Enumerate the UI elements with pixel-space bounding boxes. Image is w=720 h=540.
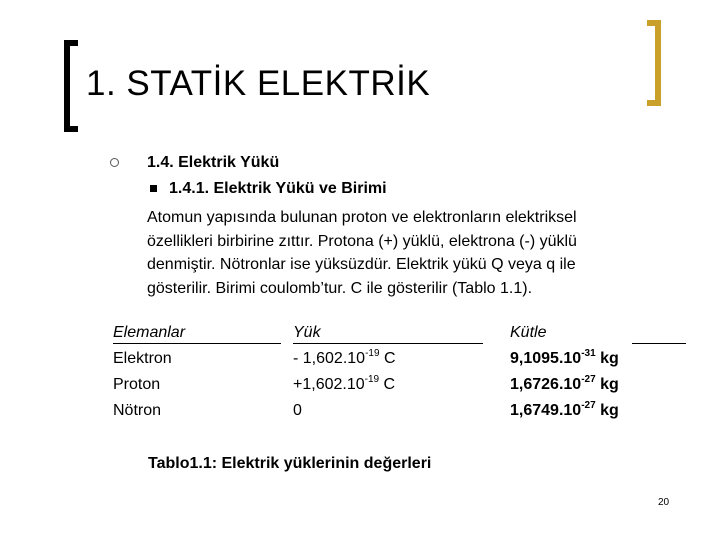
section-subheading: 1.4.1. Elektrik Yükü ve Birimi — [169, 180, 387, 197]
mass-unit: kg — [595, 376, 619, 393]
mass-base: 1,6726.10 — [510, 376, 582, 393]
body-paragraph — [147, 206, 667, 300]
header-underline — [293, 343, 483, 344]
charge-exponent: -19 — [365, 348, 380, 359]
table-cell-name: Nötron — [113, 402, 162, 419]
table-header-elemanlar: Elemanlar — [113, 324, 186, 341]
paragraph-line: Atomun yapısında bulunan proton ve elektronların elektriksel — [147, 209, 577, 226]
table-cell-mass — [510, 402, 619, 420]
mass-base: 9,1095.10 — [510, 350, 582, 367]
paragraph-line: denmiştir. Nötronlar ise yüksüzdür. Elektrik yükü Q veya q ile — [147, 256, 576, 273]
table-cell-name: Proton — [113, 376, 161, 393]
table-cell-charge — [293, 402, 302, 420]
page-title: 1. STATİK ELEKTRİK — [86, 64, 431, 103]
title-bracket-left — [64, 40, 78, 132]
title-bracket-right — [647, 20, 661, 106]
mass-exponent: -27 — [581, 374, 596, 385]
mass-unit: kg — [595, 350, 619, 367]
charge-unit: C — [379, 376, 396, 393]
table-header-kutle: Kütle — [510, 324, 547, 341]
charge-base: +1,602.10 — [293, 376, 365, 393]
paragraph-line: özellikleri birbirine zıttır. Protona (+) yüklü, elektrona (-) yüklü — [147, 232, 577, 250]
table-cell-mass — [510, 376, 619, 394]
table-header-yuk: Yük — [293, 324, 321, 341]
paragraph-line: gösterilir. Birimi coulomb’tur. C ile gösterilir (Tablo 1.1). — [147, 279, 533, 297]
mass-exponent: -31 — [581, 348, 596, 359]
table-cell-name: Elektron — [113, 350, 172, 367]
section-heading: 1.4. Elektrik Yükü — [147, 154, 280, 171]
table-cell-charge — [293, 376, 395, 394]
table-cell-mass — [510, 350, 619, 368]
table-caption: Tablo1.1: Elektrik yüklerinin değerleri — [148, 455, 432, 472]
charge-base: - 1,602.10 — [293, 350, 366, 367]
circle-bullet-icon — [110, 158, 119, 167]
header-underline — [113, 343, 281, 344]
charge-exponent: -19 — [364, 374, 380, 385]
square-bullet-icon — [150, 185, 157, 192]
mass-exponent: -27 — [581, 400, 596, 411]
page-number: 20 — [658, 497, 670, 508]
charge-base: 0 — [293, 402, 302, 419]
charge-unit: C — [379, 350, 396, 367]
mass-unit: kg — [595, 402, 619, 419]
table-cell-charge — [293, 350, 396, 368]
mass-base: 1,6749.10 — [510, 402, 582, 419]
header-underline — [632, 343, 686, 344]
